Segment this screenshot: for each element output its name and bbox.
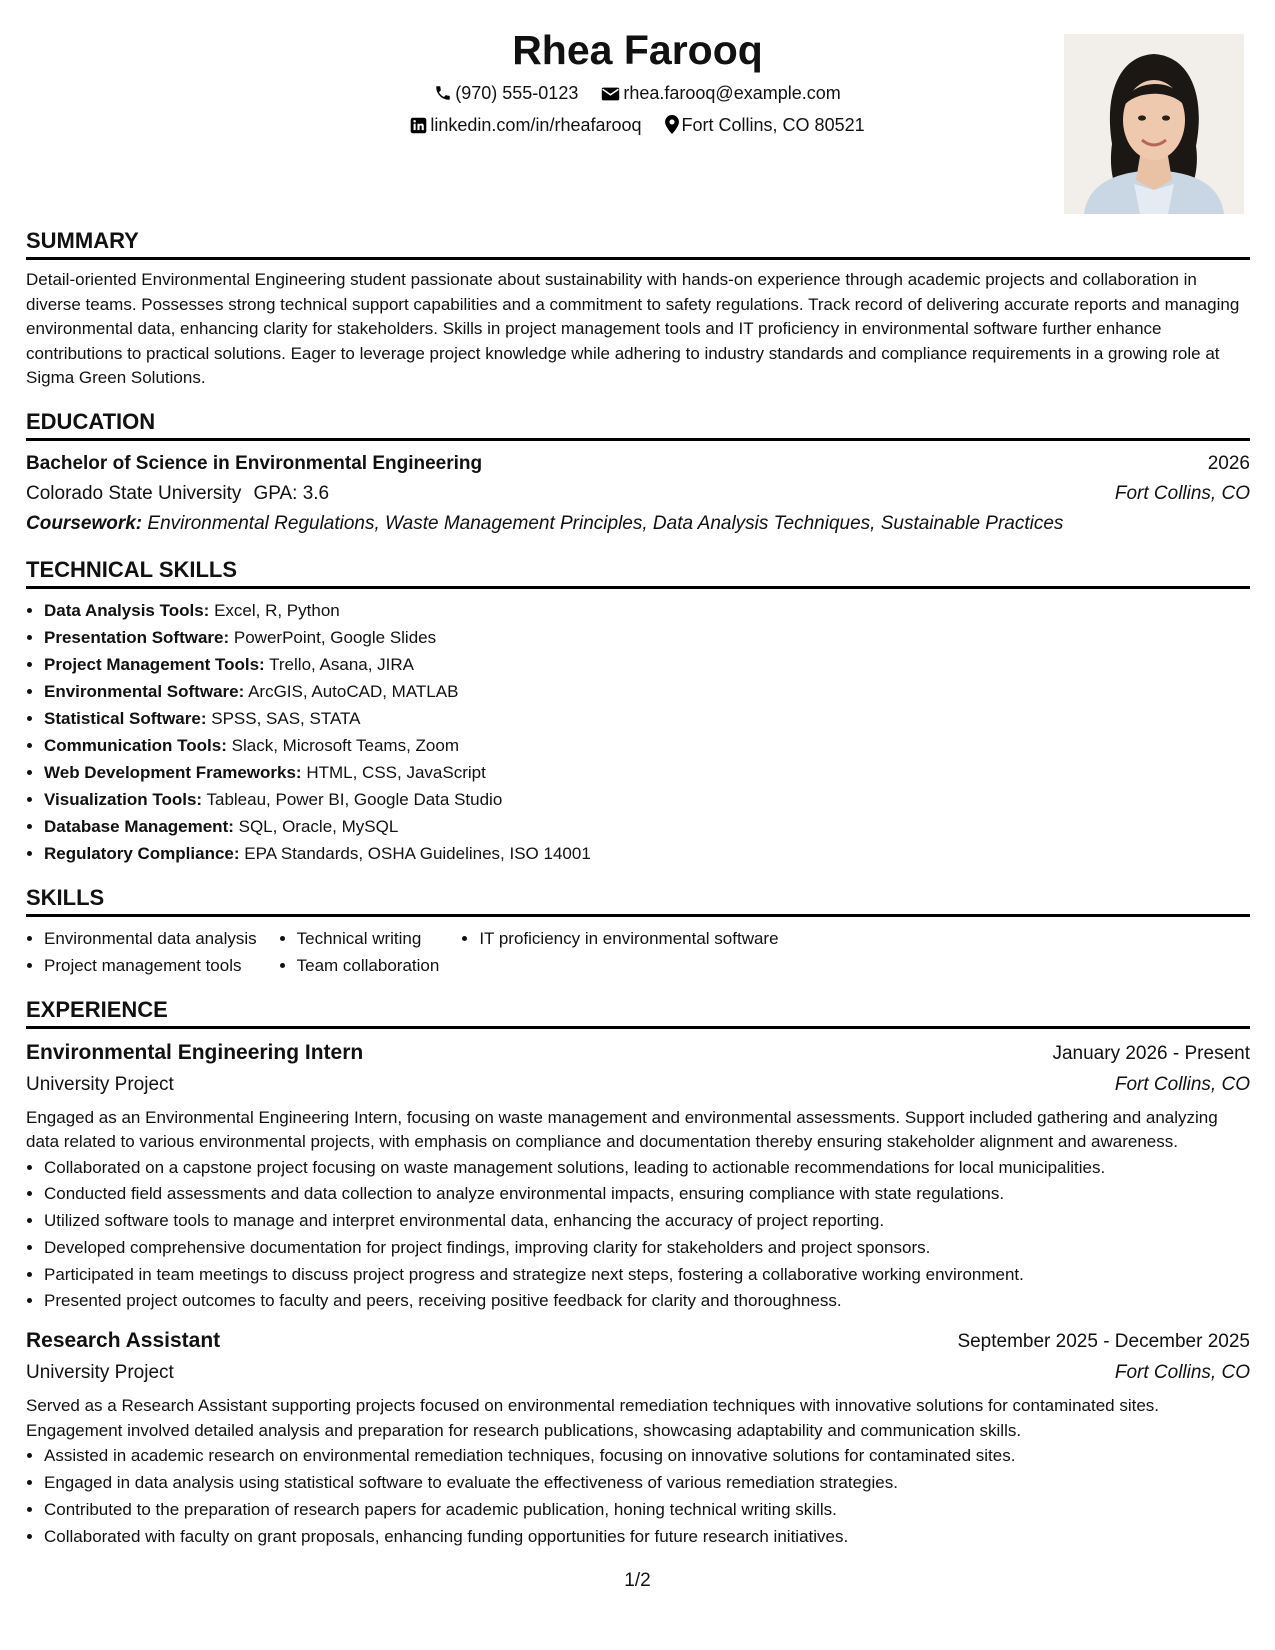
experience-heading: EXPERIENCE (26, 995, 1250, 1029)
skills-column (461, 925, 778, 979)
gpa: GPA: 3.6 (253, 482, 330, 504)
skill-category: Communication Tools: (44, 735, 227, 755)
skill-item: • Technical writing (297, 925, 440, 952)
graduation-year: 2026 (1207, 452, 1250, 474)
job-dates: September 2025 - December 2025 (957, 1331, 1250, 1353)
skill-values: EPA Standards, OSHA Guidelines, ISO 14001 (244, 843, 591, 863)
job-org-row (26, 1357, 1250, 1388)
school-name: Colorado State University (26, 482, 242, 504)
summary-section (26, 226, 1250, 391)
job-bullet: • Assisted in academic research on environmental remediation techniques, focusing on innovative solutions for contaminated sites. (44, 1443, 1250, 1470)
skill-category: Project Management Tools: (44, 654, 265, 674)
technical-skill-item (44, 624, 1250, 651)
skill-item: • IT proficiency in environmental software (479, 925, 778, 952)
job-bullet: • Collaborated on a capstone project focusing on waste management solutions, leading to actionable recommendations for local municipalities. (44, 1155, 1250, 1182)
technical-skill-item (44, 840, 1250, 867)
location-text: Fort Collins, CO 80521 (681, 115, 865, 135)
job-organization: University Project (26, 1073, 174, 1095)
job-bullet: • Contributed to the preparation of research papers for academic publication, honing technical writing skills. (44, 1497, 1250, 1524)
skill-values: SQL, Oracle, MySQL (238, 816, 399, 836)
skill-category: Statistical Software: (44, 708, 207, 728)
job-bullet: • Developed comprehensive documentation for project findings, improving clarity for stakeholders and project sponsors. (44, 1235, 1250, 1262)
skill-values: ArcGIS, AutoCAD, MATLAB (248, 681, 459, 701)
coursework-label: Coursework: (26, 512, 143, 534)
job-bullet: • Engaged in data analysis using statistical software to evaluate the effectiveness of various remediation strategies. (44, 1470, 1250, 1497)
technical-skill-item (44, 705, 1250, 732)
job-summary: Served as a Research Assistant supporting projects focused on environmental remediation techniques with innovative solutions for contaminated sites. Engagement involved detailed analysis and preparation for research publications, showcasing adaptability and communication skills. (26, 1396, 1160, 1440)
school-row (26, 479, 1250, 509)
candidate-name: Rhea Farooq (512, 27, 763, 73)
education-section (26, 407, 1250, 539)
job-dates: January 2026 - Present (1052, 1042, 1250, 1064)
map-pin-icon (665, 115, 679, 134)
school-location: Fort Collins, CO (1114, 482, 1250, 504)
job-organization: University Project (26, 1362, 174, 1384)
skill-values: Excel, R, Python (214, 600, 340, 620)
summary-text: Detail-oriented Environmental Engineering student passionate about sustainability with hands-on experience through academic projects and collaboration in diverse teams. Possesses strong technical support capabilities and a commitment to safety regulations. Track record of delivering accurate reports and managing environmental data, enhancing clarity for stakeholders. Skills in project management tools and IT proficiency in environmental software further enhance contributions to practical solutions. Eager to leverage project knowledge while adhering to industry standards and compliance requirements in a growing role at Sigma Green Solutions. (26, 270, 1240, 387)
technical-skill-item (44, 678, 1250, 705)
skill-values: PowerPoint, Google Slides (233, 627, 437, 647)
job-location: Fort Collins, CO (1114, 1362, 1250, 1384)
technical-skills-section (26, 555, 1250, 867)
skill-item: • Team collaboration (297, 952, 440, 979)
job-title-row (26, 1325, 1250, 1357)
job-org-row (26, 1069, 1250, 1100)
job-bullet: • Participated in team meetings to discuss project progress and strategize next steps, fostering a collaborative working environment. (44, 1262, 1250, 1289)
skills-section (26, 883, 1250, 979)
skill-values: Tableau, Power BI, Google Data Studio (206, 789, 503, 809)
skills-columns (26, 925, 1250, 979)
experience-section (26, 995, 1250, 1551)
email-contact[interactable] (601, 78, 840, 108)
job-bullets (26, 1443, 1250, 1550)
linkedin-text: linkedin.com/in/rheafarooq (430, 115, 642, 135)
skills-column (279, 925, 440, 979)
location-contact (665, 110, 865, 140)
school-info (26, 479, 329, 509)
job-list (26, 1037, 1250, 1551)
technical-skill-item (44, 597, 1250, 624)
skill-item: • Project management tools (44, 952, 257, 979)
phone-contact (434, 78, 578, 108)
job-title: Environmental Engineering Intern (26, 1040, 364, 1064)
job-title-row (26, 1037, 1250, 1069)
technical-skill-item (44, 732, 1250, 759)
page-number: 1/2 (624, 1570, 651, 1591)
portrait-image (1064, 34, 1244, 214)
phone-icon (434, 84, 452, 102)
skill-category: Presentation Software: (44, 627, 230, 647)
email-text: rhea.farooq@example.com (623, 83, 841, 103)
job-summary: Engaged as an Environmental Engineering Intern, focusing on waste management and environmental assessments. Support included gathering and analyzing data related to various environmental projects, with emphasis on compliance and documentation thereby ensuring stakeholder alignment and awareness. (26, 1107, 1218, 1151)
technical-skills-heading: TECHNICAL SKILLS (26, 555, 1250, 589)
skill-item: • Environmental data analysis (44, 925, 257, 952)
skill-values: HTML, CSS, JavaScript (306, 762, 486, 782)
summary-heading: SUMMARY (26, 226, 1250, 260)
skill-category: Environmental Software: (44, 681, 245, 701)
job-location: Fort Collins, CO (1114, 1073, 1250, 1095)
skill-category: Database Management: (44, 816, 234, 836)
technical-skill-item (44, 786, 1250, 813)
job-bullet: • Presented project outcomes to faculty and peers, receiving positive feedback for clarity and thoroughness. (44, 1288, 1250, 1315)
job-bullet: • Conducted field assessments and data collection to analyze environmental impacts, ensuring compliance with state regulations. (44, 1181, 1250, 1208)
job-bullet: • Collaborated with faculty on grant proposals, enhancing funding opportunities for future research initiatives. (44, 1524, 1250, 1551)
coursework (26, 509, 1250, 539)
skill-category: Regulatory Compliance: (44, 843, 240, 863)
envelope-icon (601, 86, 620, 102)
job-bullets (26, 1155, 1250, 1316)
skills-column (26, 925, 257, 979)
technical-skill-item (44, 759, 1250, 786)
skill-values: Slack, Microsoft Teams, Zoom (231, 735, 459, 755)
job-title: Research Assistant (26, 1329, 221, 1353)
profile-photo (1064, 34, 1244, 214)
skill-category: Web Development Frameworks: (44, 762, 302, 782)
skill-category: Visualization Tools: (44, 789, 203, 809)
job-entry (26, 1325, 1250, 1550)
education-heading: EDUCATION (26, 407, 1250, 441)
coursework-list: Environmental Regulations, Waste Management Principles, Data Analysis Techniques, Sustainable Practices (147, 512, 1064, 534)
resume-body (26, 226, 1250, 1566)
linkedin-contact[interactable] (410, 110, 641, 140)
job-entry (26, 1037, 1250, 1316)
technical-skills-list (26, 597, 1250, 867)
phone-text: (970) 555-0123 (455, 83, 579, 103)
skill-category: Data Analysis Tools: (44, 600, 210, 620)
degree-row (26, 449, 1250, 479)
skills-heading: SKILLS (26, 883, 1250, 917)
technical-skill-item (44, 651, 1250, 678)
job-bullet: • Utilized software tools to manage and interpret environmental data, enhancing the accuracy of project reporting. (44, 1208, 1250, 1235)
skill-values: Trello, Asana, JIRA (269, 654, 415, 674)
technical-skill-item (44, 813, 1250, 840)
linkedin-icon (410, 117, 427, 134)
skill-values: SPSS, SAS, STATA (211, 708, 361, 728)
degree-title: Bachelor of Science in Environmental Engineering (26, 452, 483, 474)
